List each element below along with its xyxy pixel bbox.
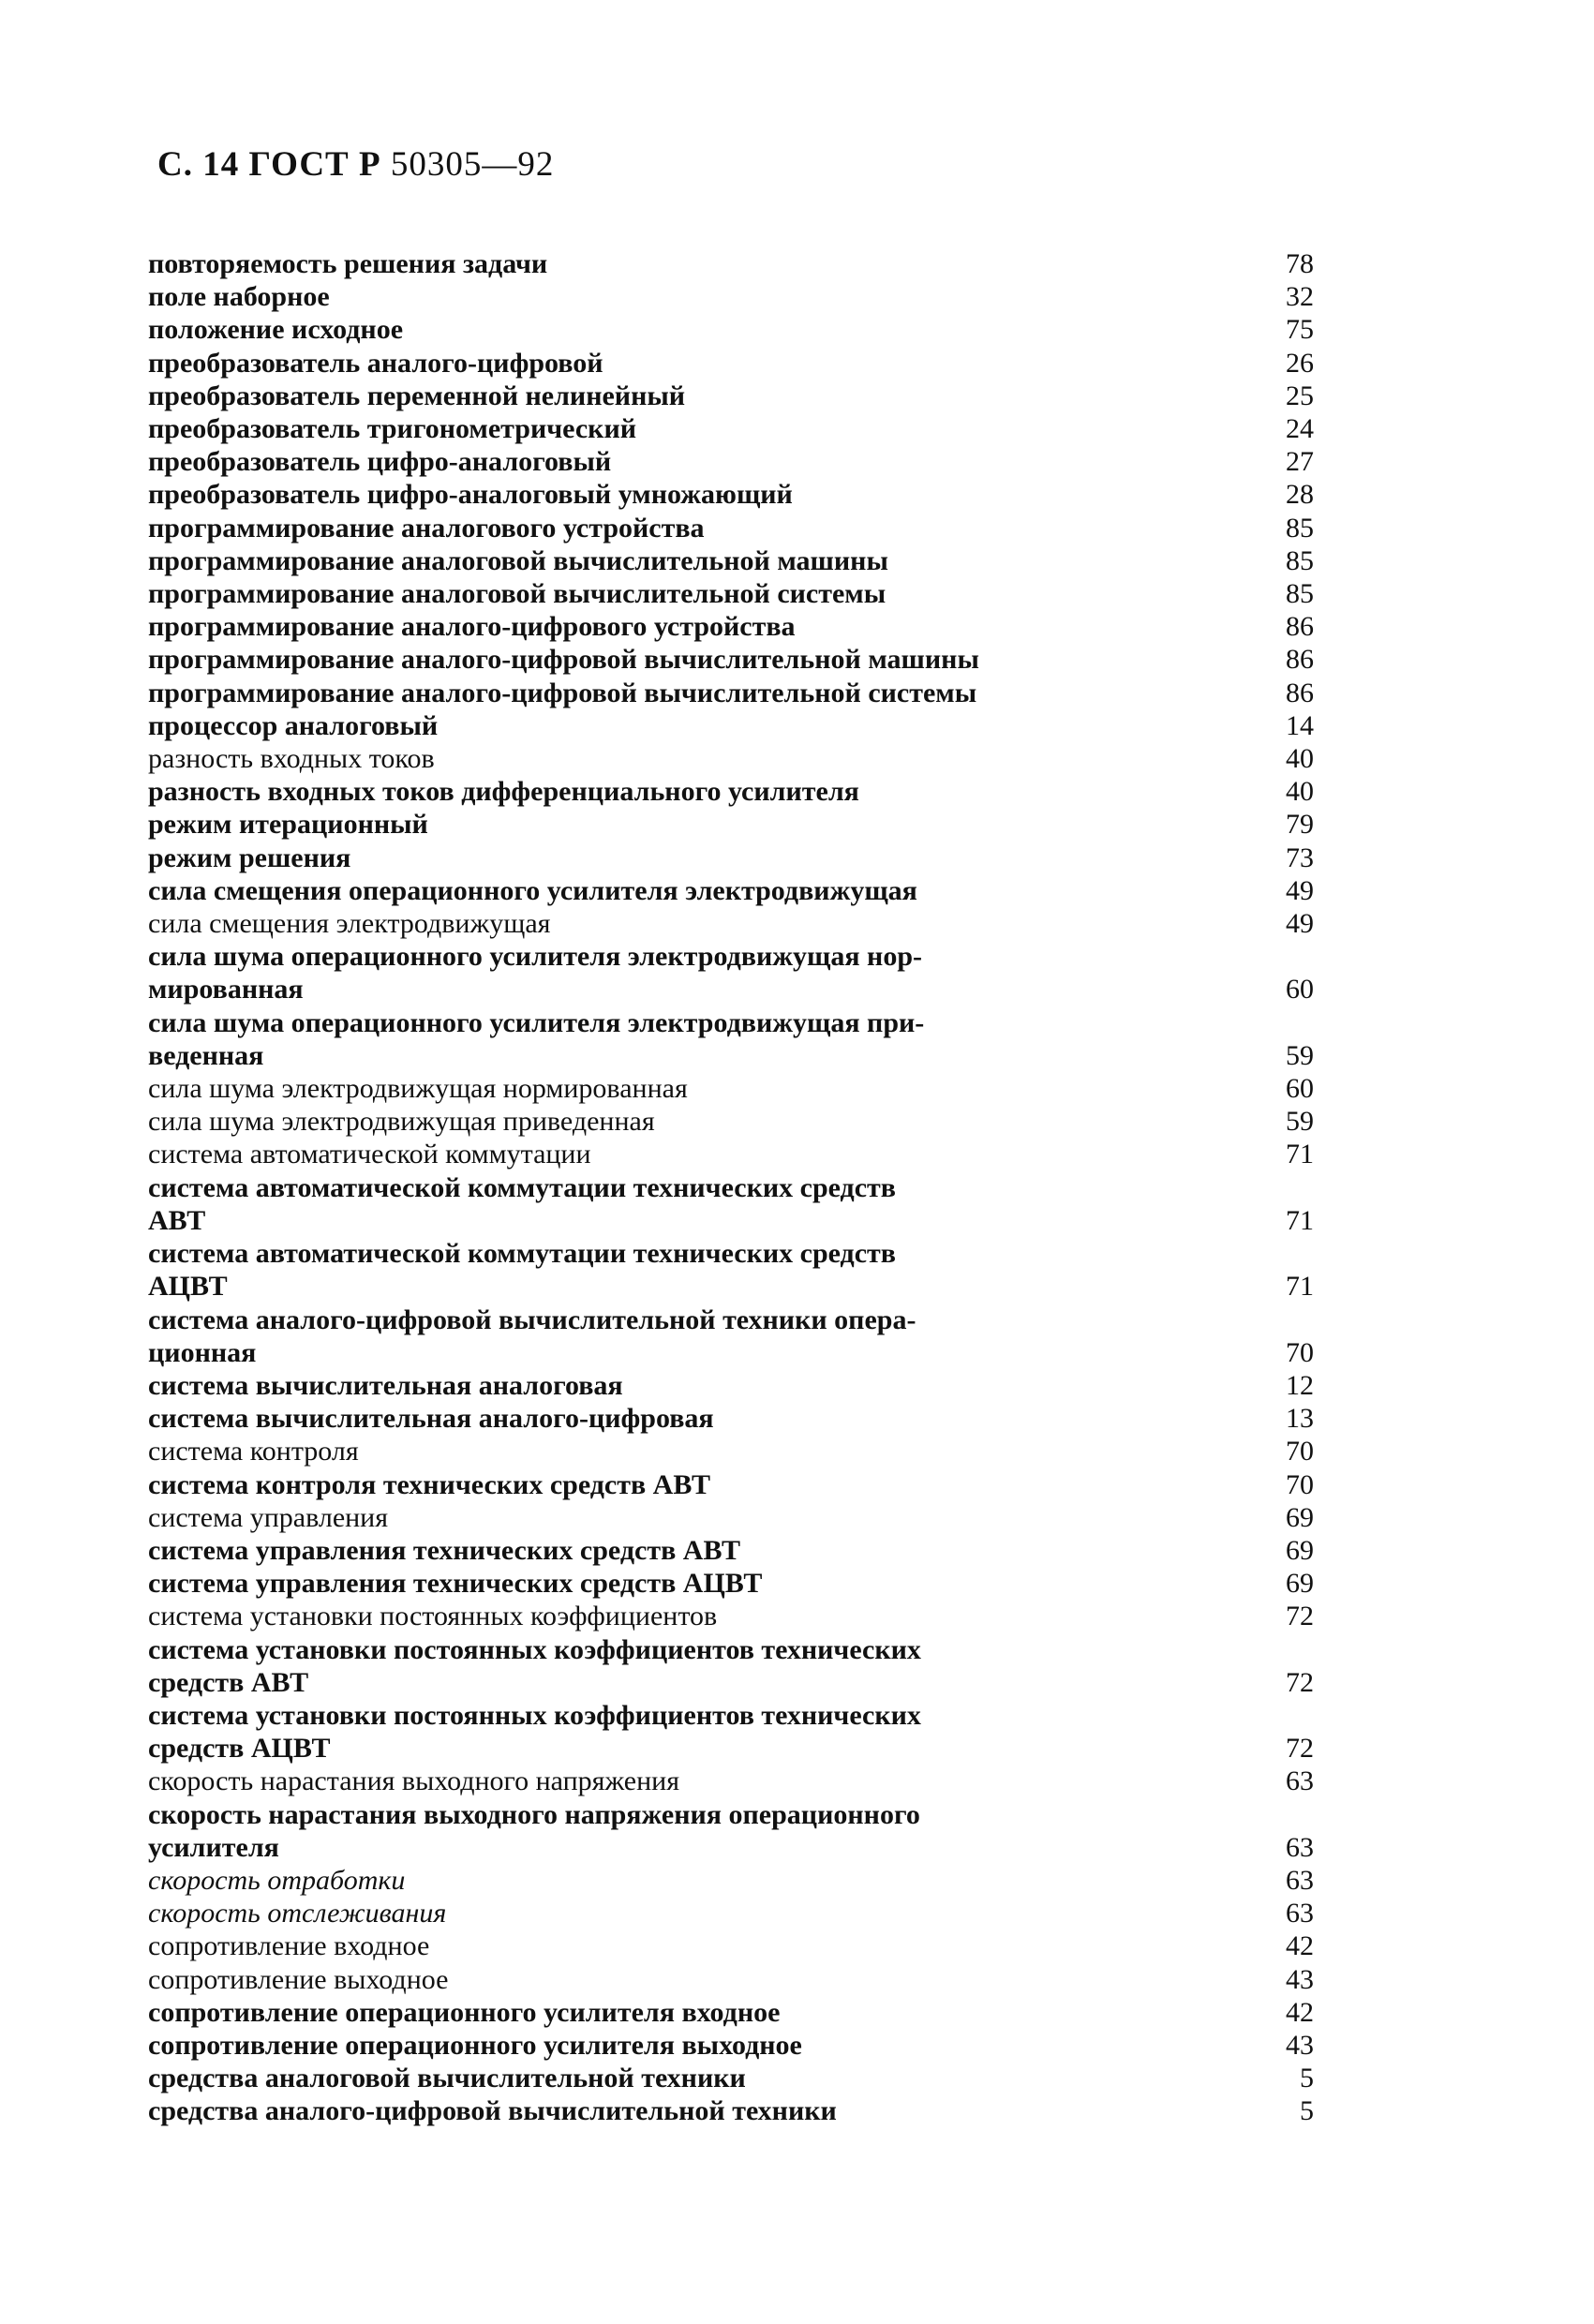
header-prefix: С. 14 ГОСТ Р (157, 145, 381, 184)
index-reference-number: 27 (1286, 446, 1314, 478)
index-reference-number: 60 (1286, 974, 1314, 1006)
index-entry (148, 610, 1319, 643)
index-term: система аналого-цифровой вычислительной техники опера- ционная (148, 1304, 916, 1368)
index-reference-number: 75 (1286, 314, 1314, 346)
index-term: сила шума операционного усилителя электродвижущая при- веденная (148, 1006, 925, 1071)
index-entry (148, 2029, 1319, 2062)
index-entry (148, 940, 1319, 1006)
index-term: скорость нарастания выходного напряжения (148, 1765, 679, 1797)
index-reference-number: 40 (1286, 743, 1314, 775)
index-entry (148, 1897, 1319, 1929)
index-entry (148, 775, 1319, 808)
index-entry (148, 1402, 1319, 1435)
index-reference-number: 70 (1286, 1336, 1314, 1368)
index-entry (148, 842, 1319, 874)
index-term: система установки постоянных коэффициентов технических средств АЦВТ (148, 1699, 921, 1765)
index-term: сопротивление операционного усилителя выходное (148, 2029, 802, 2061)
index-term: скорость нарастания выходного напряжения операционного усилителя (148, 1798, 920, 1863)
index-term: преобразователь цифро-аналоговый (148, 446, 612, 478)
index-term: сопротивление входное (148, 1930, 430, 1962)
index-reference-number: 85 (1286, 578, 1314, 610)
index-term: программирование аналого-цифровой вычислительной системы (148, 677, 977, 708)
index-reference-number: 85 (1286, 544, 1314, 576)
index-reference-number: 69 (1286, 1501, 1314, 1533)
index-term: повторяемость решения задачи (148, 248, 548, 279)
index-reference-number: 71 (1286, 1271, 1314, 1303)
index-term: программирование аналоговой вычислительной машины (148, 544, 888, 576)
index-reference-number: 59 (1286, 1039, 1314, 1071)
index-reference-number: 85 (1286, 512, 1314, 544)
index-term: система установки постоянных коэффициентов технических средств АВТ (148, 1633, 921, 1698)
index-entry (148, 808, 1319, 841)
index-entry (148, 247, 1319, 280)
index-term: положение исходное (148, 314, 404, 346)
index-term: система установки постоянных коэффициентов (148, 1601, 718, 1632)
index-entry (148, 380, 1319, 412)
index-term: преобразователь аналого-цифровой (148, 347, 603, 379)
index-reference-number: 25 (1286, 380, 1314, 411)
index-term: средства аналого-цифровой вычислительной техники (148, 2095, 837, 2127)
index-term: система вычислительная аналого-цифровая (148, 1403, 714, 1435)
index-term: сила смещения операционного усилителя электродвижущая (148, 874, 917, 906)
index-reference-number: 63 (1286, 1898, 1314, 1929)
index-entry (148, 1105, 1319, 1138)
index-entry (148, 544, 1319, 577)
index-entry (148, 1929, 1319, 1962)
index-reference-number: 60 (1286, 1073, 1314, 1105)
index-term: преобразователь тригонометрический (148, 413, 637, 445)
index-term: программирование аналоговой вычислительной системы (148, 578, 886, 610)
index-term: система управления технических средств АЦВТ (148, 1568, 763, 1600)
index-term: преобразователь переменной нелинейный (148, 380, 686, 411)
index-term: система автоматической коммутации технических средств АЦВТ (148, 1238, 896, 1303)
index-reference-number: 70 (1286, 1468, 1314, 1500)
index-term: скорость отработки (148, 1864, 406, 1896)
index-reference-number: 72 (1286, 1666, 1314, 1698)
index-entry (148, 347, 1319, 380)
index-entry (148, 1435, 1319, 1467)
index-entry (148, 1171, 1319, 1237)
index-reference-number: 28 (1286, 479, 1314, 511)
index-entry (148, 677, 1319, 709)
index-entry (148, 445, 1319, 478)
index-entry (148, 1699, 1319, 1765)
index-term: сила шума электродвижущая нормированная (148, 1073, 688, 1105)
term-index-list (148, 247, 1319, 2128)
index-entry (148, 1072, 1319, 1105)
index-term: режим итерационный (148, 809, 428, 841)
index-reference-number: 32 (1286, 281, 1314, 313)
index-reference-number: 24 (1286, 413, 1314, 445)
index-reference-number: 14 (1286, 709, 1314, 741)
index-reference-number: 43 (1286, 2029, 1314, 2061)
index-reference-number: 13 (1286, 1403, 1314, 1435)
index-entry (148, 907, 1319, 940)
index-entry (148, 643, 1319, 676)
index-entry (148, 478, 1319, 511)
index-term: система управления технических средств АВТ (148, 1534, 741, 1566)
index-entry (148, 1600, 1319, 1632)
index-reference-number: 5 (1300, 2095, 1314, 2127)
index-term: режим решения (148, 842, 351, 873)
index-term: программирование аналого-цифровой вычислительной машины (148, 644, 979, 676)
index-term: сила смещения электродвижущая (148, 908, 551, 940)
index-term: сила шума электродвижущая приведенная (148, 1106, 655, 1138)
index-entry (148, 1501, 1319, 1534)
index-reference-number: 42 (1286, 1930, 1314, 1962)
index-reference-number: 43 (1286, 1963, 1314, 1995)
index-reference-number: 63 (1286, 1831, 1314, 1863)
index-reference-number: 26 (1286, 347, 1314, 379)
index-reference-number: 72 (1286, 1601, 1314, 1632)
index-reference-number: 79 (1286, 809, 1314, 841)
index-reference-number: 69 (1286, 1534, 1314, 1566)
index-entry (148, 2062, 1319, 2094)
index-entry (148, 1963, 1319, 1996)
index-term: система контроля технических средств АВТ (148, 1468, 710, 1500)
index-term: система автоматической коммутации технических средств АВТ (148, 1171, 896, 1236)
index-term: сила шума операционного усилителя электродвижущая нор- мированная (148, 941, 923, 1006)
index-entry (148, 1138, 1319, 1170)
index-reference-number: 42 (1286, 1996, 1314, 2028)
index-term: преобразователь цифро-аналоговый умножающий (148, 479, 793, 511)
index-entry (148, 1304, 1319, 1369)
index-term: поле наборное (148, 281, 330, 313)
index-entry (148, 1369, 1319, 1402)
index-entry (148, 577, 1319, 610)
index-entry (148, 1996, 1319, 2029)
index-reference-number: 86 (1286, 677, 1314, 708)
index-entry (148, 1237, 1319, 1303)
index-term: программирование аналого-цифрового устройства (148, 611, 796, 643)
index-term: средства аналоговой вычислительной техники (148, 2063, 746, 2094)
index-entry (148, 1798, 1319, 1864)
index-term: система вычислительная аналоговая (148, 1369, 623, 1401)
index-term: разность входных токов дифференциального усилителя (148, 776, 859, 808)
index-reference-number: 86 (1286, 611, 1314, 643)
index-reference-number: 63 (1286, 1765, 1314, 1797)
index-entry (148, 2094, 1319, 2127)
index-term: сопротивление выходное (148, 1963, 449, 1995)
page-header (157, 144, 554, 185)
index-reference-number: 86 (1286, 644, 1314, 676)
index-reference-number: 49 (1286, 874, 1314, 906)
index-entry (148, 1864, 1319, 1897)
index-reference-number: 63 (1286, 1864, 1314, 1896)
index-reference-number: 49 (1286, 908, 1314, 940)
index-entry (148, 742, 1319, 775)
index-reference-number: 40 (1286, 776, 1314, 808)
index-reference-number: 71 (1286, 1139, 1314, 1170)
index-entry (148, 709, 1319, 742)
index-entry (148, 874, 1319, 907)
index-term: скорость отслеживания (148, 1898, 447, 1929)
index-reference-number: 69 (1286, 1568, 1314, 1600)
index-entry (148, 512, 1319, 544)
index-reference-number: 73 (1286, 842, 1314, 873)
index-entry (148, 1534, 1319, 1567)
index-entry (148, 1765, 1319, 1797)
index-entry (148, 1468, 1319, 1501)
index-entry (148, 313, 1319, 346)
index-term: разность входных токов (148, 743, 435, 775)
index-entry (148, 412, 1319, 445)
index-reference-number: 72 (1286, 1733, 1314, 1765)
index-reference-number: 59 (1286, 1106, 1314, 1138)
index-term: система контроля (148, 1436, 359, 1467)
index-reference-number: 71 (1286, 1204, 1314, 1236)
index-term: система автоматической коммутации (148, 1139, 591, 1170)
index-reference-number: 5 (1300, 2063, 1314, 2094)
index-reference-number: 78 (1286, 248, 1314, 279)
index-entry (148, 1633, 1319, 1699)
index-term: система управления (148, 1501, 389, 1533)
index-reference-number: 70 (1286, 1436, 1314, 1467)
header-standard-code: 50305—92 (390, 145, 555, 184)
index-entry (148, 280, 1319, 313)
index-entry (148, 1567, 1319, 1600)
index-reference-number: 12 (1286, 1369, 1314, 1401)
index-term: процессор аналоговый (148, 709, 439, 741)
index-entry (148, 1006, 1319, 1072)
index-term: программирование аналогового устройства (148, 512, 705, 544)
index-term: сопротивление операционного усилителя входное (148, 1996, 781, 2028)
